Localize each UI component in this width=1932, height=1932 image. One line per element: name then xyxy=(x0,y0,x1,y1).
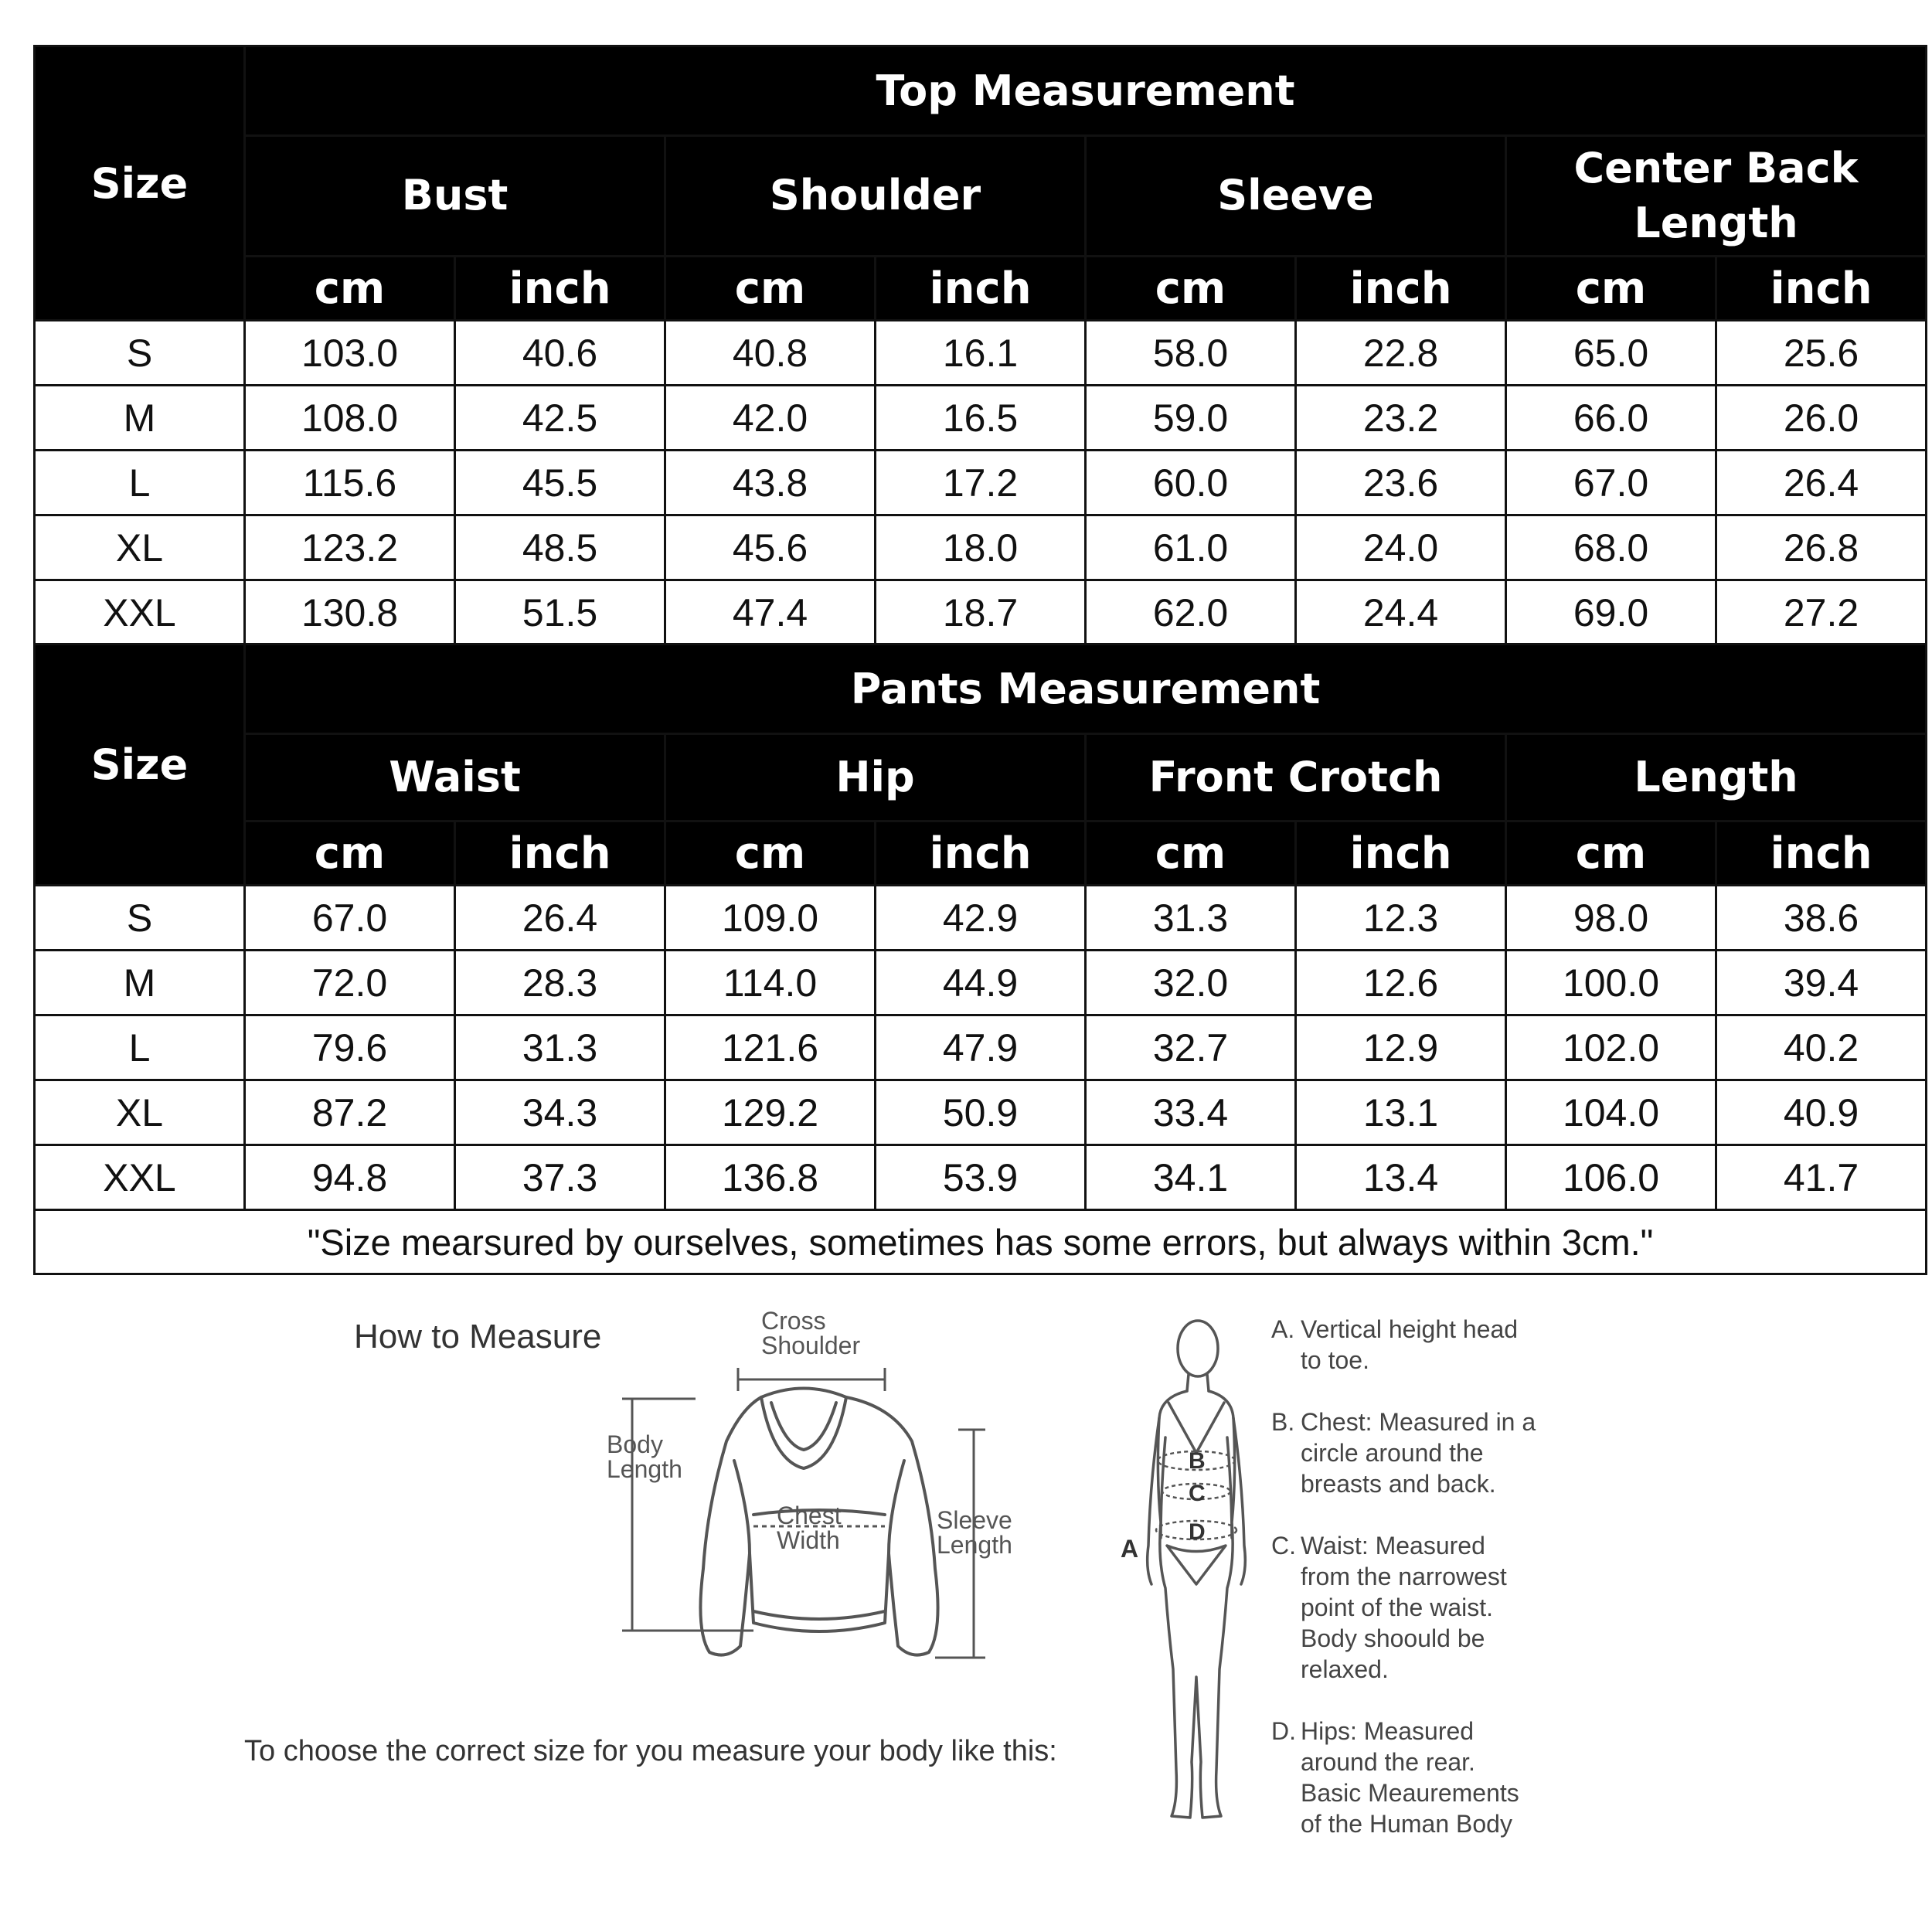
value-cell: 40.6 xyxy=(455,321,665,386)
marker-c: C xyxy=(1189,1481,1206,1506)
sleeve-length-label: Sleeve xyxy=(937,1506,1012,1534)
group-header: Waist xyxy=(245,734,665,821)
legend-item xyxy=(1271,1716,1580,1839)
unit-header: inch xyxy=(1296,821,1506,886)
value-cell: 60.0 xyxy=(1086,451,1296,515)
value-cell: 26.4 xyxy=(455,886,665,951)
value-cell: 16.1 xyxy=(876,321,1086,386)
value-cell: 100.0 xyxy=(1506,951,1716,1015)
size-cell: XL xyxy=(35,1080,245,1145)
pants-measurement-table xyxy=(33,643,1927,1275)
value-cell: 31.3 xyxy=(1086,886,1296,951)
value-cell: 103.0 xyxy=(245,321,455,386)
group-header: Shoulder xyxy=(665,136,1086,257)
value-cell: 47.9 xyxy=(876,1015,1086,1080)
unit-header: cm xyxy=(1506,821,1716,886)
marker-b: B xyxy=(1189,1448,1206,1474)
value-cell: 45.6 xyxy=(665,515,876,580)
legend-text: relaxed. xyxy=(1301,1655,1389,1683)
value-cell: 108.0 xyxy=(245,386,455,451)
legend-text: to toe. xyxy=(1301,1346,1369,1374)
chest-width-label: Width xyxy=(777,1526,840,1554)
value-cell: 51.5 xyxy=(455,580,665,645)
value-cell: 23.6 xyxy=(1296,451,1506,515)
value-cell: 67.0 xyxy=(1506,451,1716,515)
top-measurement-table xyxy=(33,45,1927,646)
unit-header: inch xyxy=(1716,821,1927,886)
marker-a: A xyxy=(1121,1535,1139,1563)
value-cell: 18.0 xyxy=(876,515,1086,580)
legend-text: Vertical height head xyxy=(1301,1315,1519,1343)
value-cell: 44.9 xyxy=(876,951,1086,1015)
unit-header: inch xyxy=(455,257,665,321)
legend-text: point of the waist. xyxy=(1301,1594,1494,1621)
table-row xyxy=(35,1145,1927,1210)
table-row xyxy=(35,451,1927,515)
legend-text: circle around the xyxy=(1301,1439,1484,1467)
table-title: Top Measurement xyxy=(245,46,1927,136)
value-cell: 22.8 xyxy=(1296,321,1506,386)
value-cell: 12.9 xyxy=(1296,1015,1506,1080)
value-cell: 87.2 xyxy=(245,1080,455,1145)
unit-header: cm xyxy=(1506,257,1716,321)
value-cell: 114.0 xyxy=(665,951,876,1015)
table-row xyxy=(35,951,1927,1015)
value-cell: 34.1 xyxy=(1086,1145,1296,1210)
value-cell: 106.0 xyxy=(1506,1145,1716,1210)
table-row xyxy=(35,1080,1927,1145)
value-cell: 102.0 xyxy=(1506,1015,1716,1080)
value-cell: 50.9 xyxy=(876,1080,1086,1145)
value-cell: 26.4 xyxy=(1716,451,1927,515)
size-cell: M xyxy=(35,951,245,1015)
value-cell: 115.6 xyxy=(245,451,455,515)
cross-shoulder-label: Shoulder xyxy=(761,1332,861,1359)
cross-shoulder-label: Cross xyxy=(761,1307,826,1335)
value-cell: 94.8 xyxy=(245,1145,455,1210)
table-row xyxy=(35,580,1927,645)
sweater-diagram xyxy=(595,1306,1036,1677)
legend-text: from the narrowest xyxy=(1301,1563,1507,1590)
legend-text: Chest: Measured in a xyxy=(1301,1408,1536,1436)
body-length-label: Length xyxy=(607,1455,682,1483)
value-cell: 40.2 xyxy=(1716,1015,1927,1080)
value-cell: 67.0 xyxy=(245,886,455,951)
value-cell: 129.2 xyxy=(665,1080,876,1145)
value-cell: 34.3 xyxy=(455,1080,665,1145)
value-cell: 48.5 xyxy=(455,515,665,580)
group-header: Sleeve xyxy=(1086,136,1506,257)
size-cell: L xyxy=(35,451,245,515)
value-cell: 13.1 xyxy=(1296,1080,1506,1145)
body-length-label: Body xyxy=(607,1430,663,1458)
value-cell: 41.7 xyxy=(1716,1145,1927,1210)
value-cell: 69.0 xyxy=(1506,580,1716,645)
value-cell: 62.0 xyxy=(1086,580,1296,645)
group-header: Hip xyxy=(665,734,1086,821)
unit-header: cm xyxy=(665,257,876,321)
sleeve-length-label: Length xyxy=(937,1531,1012,1559)
value-cell: 18.7 xyxy=(876,580,1086,645)
value-cell: 109.0 xyxy=(665,886,876,951)
group-header: Center Back Length xyxy=(1506,136,1927,257)
measurement-note: "Size mearsured by ourselves, sometimes has some errors, but always within 3cm." xyxy=(35,1210,1927,1274)
legend-text: Basic Meaurements xyxy=(1301,1779,1519,1807)
group-header: Front Crotch xyxy=(1086,734,1506,821)
body-diagram xyxy=(1105,1306,1260,1839)
legend-text: Body shoould be xyxy=(1301,1624,1485,1652)
table-row xyxy=(35,1015,1927,1080)
value-cell: 136.8 xyxy=(665,1145,876,1210)
measurement-legend xyxy=(1271,1314,1580,1870)
legend-letter: C. xyxy=(1271,1532,1296,1560)
value-cell: 25.6 xyxy=(1716,321,1927,386)
group-header: Length xyxy=(1506,734,1927,821)
legend-text: Waist: Measured xyxy=(1301,1532,1485,1560)
size-cell: XXL xyxy=(35,580,245,645)
legend-item xyxy=(1271,1406,1580,1499)
value-cell: 12.3 xyxy=(1296,886,1506,951)
chest-width-label: Chest xyxy=(777,1502,842,1529)
unit-header: cm xyxy=(1086,257,1296,321)
legend-item xyxy=(1271,1314,1580,1376)
table-title: Pants Measurement xyxy=(245,645,1927,734)
marker-d: D xyxy=(1189,1519,1206,1545)
value-cell: 42.5 xyxy=(455,386,665,451)
value-cell: 26.8 xyxy=(1716,515,1927,580)
value-cell: 40.9 xyxy=(1716,1080,1927,1145)
value-cell: 79.6 xyxy=(245,1015,455,1080)
value-cell: 130.8 xyxy=(245,580,455,645)
value-cell: 16.5 xyxy=(876,386,1086,451)
unit-header: inch xyxy=(1716,257,1927,321)
value-cell: 38.6 xyxy=(1716,886,1927,951)
legend-text: of the Human Body xyxy=(1301,1810,1512,1838)
value-cell: 45.5 xyxy=(455,451,665,515)
legend-text: around the rear. xyxy=(1301,1748,1475,1776)
legend-letter: B. xyxy=(1271,1408,1295,1436)
group-header: Bust xyxy=(245,136,665,257)
unit-header: cm xyxy=(245,257,455,321)
unit-header: cm xyxy=(665,821,876,886)
unit-header: inch xyxy=(1296,257,1506,321)
legend-letter: D. xyxy=(1271,1717,1296,1745)
value-cell: 23.2 xyxy=(1296,386,1506,451)
value-cell: 98.0 xyxy=(1506,886,1716,951)
unit-header: inch xyxy=(876,257,1086,321)
unit-header: cm xyxy=(245,821,455,886)
value-cell: 17.2 xyxy=(876,451,1086,515)
size-cell: XL xyxy=(35,515,245,580)
guide-heading: How to Measure xyxy=(354,1318,602,1355)
value-cell: 26.0 xyxy=(1716,386,1927,451)
value-cell: 47.4 xyxy=(665,580,876,645)
value-cell: 104.0 xyxy=(1506,1080,1716,1145)
value-cell: 32.7 xyxy=(1086,1015,1296,1080)
size-header: Size xyxy=(35,46,245,321)
size-cell: L xyxy=(35,1015,245,1080)
legend-letter: A. xyxy=(1271,1315,1295,1343)
unit-header: inch xyxy=(876,821,1086,886)
unit-row xyxy=(35,821,1927,886)
unit-header: inch xyxy=(455,821,665,886)
size-cell: XXL xyxy=(35,1145,245,1210)
value-cell: 65.0 xyxy=(1506,321,1716,386)
value-cell: 24.0 xyxy=(1296,515,1506,580)
value-cell: 39.4 xyxy=(1716,951,1927,1015)
value-cell: 53.9 xyxy=(876,1145,1086,1210)
size-cell: S xyxy=(35,321,245,386)
legend-item xyxy=(1271,1530,1580,1685)
value-cell: 58.0 xyxy=(1086,321,1296,386)
value-cell: 31.3 xyxy=(455,1015,665,1080)
guide-instruction: To choose the correct size for you measure your body like this: xyxy=(244,1735,1057,1767)
legend-text: Hips: Measured xyxy=(1301,1717,1475,1745)
value-cell: 32.0 xyxy=(1086,951,1296,1015)
value-cell: 28.3 xyxy=(455,951,665,1015)
size-cell: M xyxy=(35,386,245,451)
value-cell: 27.2 xyxy=(1716,580,1927,645)
value-cell: 66.0 xyxy=(1506,386,1716,451)
table-row xyxy=(35,886,1927,951)
unit-header: cm xyxy=(1086,821,1296,886)
table-row xyxy=(35,515,1927,580)
value-cell: 72.0 xyxy=(245,951,455,1015)
value-cell: 121.6 xyxy=(665,1015,876,1080)
value-cell: 12.6 xyxy=(1296,951,1506,1015)
table-row xyxy=(35,386,1927,451)
value-cell: 24.4 xyxy=(1296,580,1506,645)
value-cell: 37.3 xyxy=(455,1145,665,1210)
value-cell: 68.0 xyxy=(1506,515,1716,580)
size-cell: S xyxy=(35,886,245,951)
value-cell: 40.8 xyxy=(665,321,876,386)
legend-text: breasts and back. xyxy=(1301,1470,1496,1498)
value-cell: 42.0 xyxy=(665,386,876,451)
value-cell: 59.0 xyxy=(1086,386,1296,451)
value-cell: 43.8 xyxy=(665,451,876,515)
value-cell: 123.2 xyxy=(245,515,455,580)
value-cell: 61.0 xyxy=(1086,515,1296,580)
value-cell: 33.4 xyxy=(1086,1080,1296,1145)
value-cell: 42.9 xyxy=(876,886,1086,951)
size-header: Size xyxy=(35,645,245,886)
unit-row xyxy=(35,257,1927,321)
value-cell: 13.4 xyxy=(1296,1145,1506,1210)
table-row xyxy=(35,321,1927,386)
